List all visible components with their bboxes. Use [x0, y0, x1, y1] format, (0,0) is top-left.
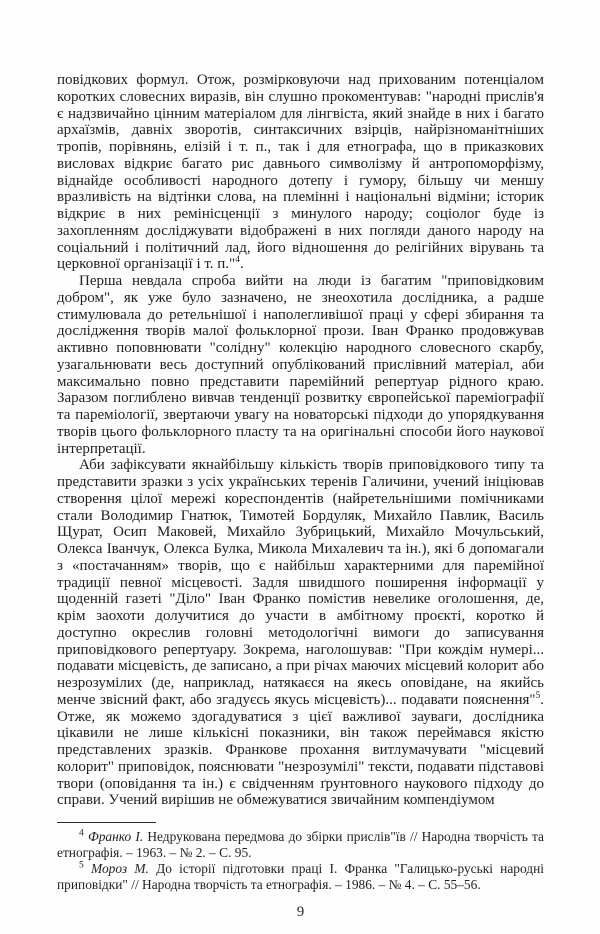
footnote-reference: 5: [535, 690, 541, 701]
page-number: 9: [296, 903, 305, 920]
footnote-reference: 4: [235, 255, 240, 266]
footnotes: [57, 829, 544, 893]
paragraph: повідкових формул. Отож, розмірковуючи над прихованим потенціалом коротких словесних виразів, він слушно прокоментував: "народні прислів'я є надзвичайно цінним матеріалом для лінгвіста, який знайде в них і багато архаїзмів, давніх зворотів, синтаксичних взірців, найрізноманітніших тропів, порівнянь, елізій і т. п., так і для етнографа, що в приказкових висловах відкриє багато рис давнього символізму й антропоморфізму, віднайде особливості народного дотепу і гумору, більшу чи меншу вразливість на відтінки слова, на племінні і національні відміни; історик відкриє в них ремінісценції з минулого народу; соціолог буде із захопленням досліджувати відображені в них погляди даного народу на соціальний і політичний лад, його відношення до релігійних вірувань та церковної організації і т. п."$^4$.: [57, 72, 544, 273]
footnote-marker: 4: [79, 828, 84, 839]
main-text: [57, 72, 544, 809]
footnote-marker: 5: [79, 860, 84, 871]
footnote-author: Франко І.: [87, 829, 144, 844]
footnote-author: Мороз М.: [91, 860, 149, 876]
paragraph: Аби зафіксувати якнайбільшу кількість творів приповідкового типу та представити зразки з усіх українських теренів Галичини, учений ініціював створення цілої мережі кореспондентів (найретельнішими помічниками стали Володимир Гнатюк, Тимотей Бордуляк, Михайло Павлик, Василь Щурат, Осип Маковей, Михайло Зубрицький, Михайло Мочульський, Олекса Іванчук, Олекса Булка, Микола Михалевич та ін.), які б допомагали з «постачанням» творів, що є найбільш характерними для паремійної традиції певної місцевості. Задля швидшого поширення інформації у щоденній газеті "Діло" Іван Франко помістив невелике оголошення, де, крім заохоти долучитися до участи в амбітному проєкті, коротко й доступно окреслив головні методологічні вимоги до записування приповідкового репертуару. Зокрема, наголошував: "При кождім нумері... подавати місцевість, де записано, а при річах маючих місцевий колорит або незрозумілих (де, наприклад, натякаєся на якесь оповідане, на якийсь менче звісний факт, або згадуєсь якусь місцевість)... подавати пояснення"$^5$. Отже, як можемо здогадуватися з цієї важливої зауваги, дослідника цікавили не лише кількісні показники, він також переймався якістю представлених зразків. Франкове прохання витлумачувати "місцевий колорит" приповідок, пояснювати "незрозумілі" тексти, подавати підставові твори (оповідання та ін.) є свідченням ґрунтовного наукового підходу до справи. Учений вирішив не обмежуватися звичайним компендіумом: [57, 457, 544, 809]
footnote-separator: [57, 822, 156, 823]
footnote: $^5$ Мороз М. До історії підготовки праці І. Франка "Галицько-руські народні приповідки" // Народна творчість та етнографія. – 1986. – № 4. – С. 55–56.: [57, 860, 544, 892]
footnote: $^4$ Франко І. Недрукована передмова до збірки прислів"їв // Народна творчість та етнографія. – 1963. – № 2. – С. 95.: [57, 828, 545, 860]
paragraph: Перша невдала спроба вийти на люди із багатим "приповідковим добром", як уже було зазначено, не знеохотила дослідника, а радше стимулювала до ретельнішої і наполегливішої праці у сфері збирання та дослідження творів малої фольклорної прози. Іван Франко продовжував активно поповнювати "солідну" колекцію народного словесного скарбу, узагальнювати весь доступний опублікований прислівний матеріал, аби максимально повно представити паремійний репертуар рідного краю. Заразом поглиблено вивчав тенденції розвитку європейської пареміографії та пареміології, звертаючи увагу на новаторські підходи до упорядкування творів цього фольклорного пласту та на оригінальні способи його наукової інтерпретації.: [57, 273, 544, 457]
